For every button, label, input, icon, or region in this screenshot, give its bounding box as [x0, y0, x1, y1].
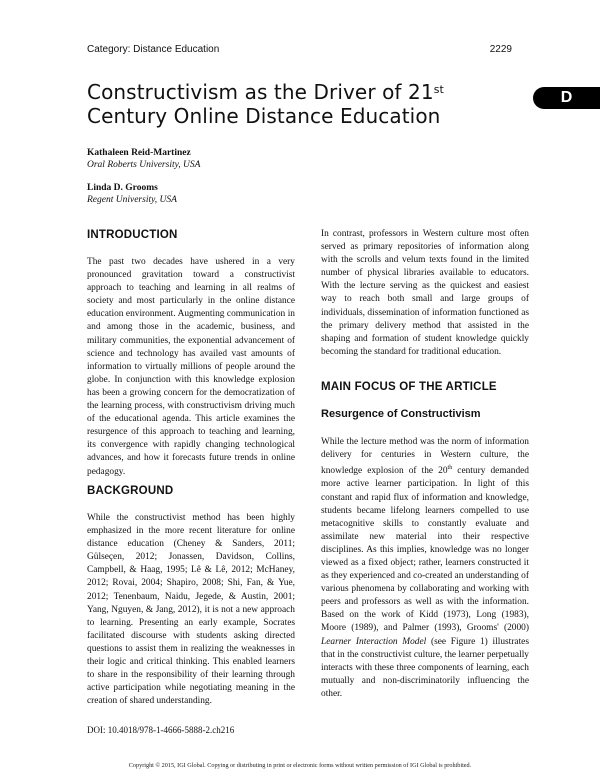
page-number: 2229	[489, 44, 512, 55]
section-heading-introduction: INTRODUCTION	[87, 229, 178, 241]
paragraph-text: (see Figure 1) illustrates that in the constructivist culture, the learner perpetually interacts with these three components of learning, each mutually and non-discriminatorily influencing the other.	[321, 636, 529, 699]
author-affiliation: Oral Roberts University, USA	[87, 160, 201, 170]
doi-line: DOI: 10.4018/978-1-4666-5888-2.ch216	[87, 725, 235, 735]
copyright-footer: Copyright © 2015, IGI Global. Copying or distributing in print or electronic forms without written permission of IGI Global is prohibited.	[128, 762, 472, 769]
title-line-1: Constructivism as the Driver of 21	[87, 80, 434, 104]
author-name: Kathaleen Reid-Martinez	[87, 148, 191, 158]
title-superscript: st	[433, 83, 444, 96]
superscript-text: th	[447, 465, 453, 472]
body-paragraph: In contrast, professors in Western culture most often served as primary repositories of information along with the scrolls and velum texts found in the limited number of physical libraries available to educators. With the lecture serving as the quickest and easiest way to reach both small and large groups of individuals, dissemination of information functioned as the primary delivery method that assisted in the shaping and formation of student knowledge quickly becoming the standard for traditional education.	[321, 229, 529, 357]
subsection-heading-resurgence: Resurgence of Constructivism	[321, 408, 481, 420]
section-letter-tab: D	[533, 87, 600, 109]
author-name: Linda D. Grooms	[87, 183, 158, 193]
title-line-2: Century Online Distance Education	[87, 104, 441, 128]
model-name-italic: Learner Interaction Model	[321, 636, 427, 647]
section-heading-background: BACKGROUND	[87, 485, 174, 497]
author-affiliation: Regent University, USA	[87, 195, 177, 205]
running-header-category: Category: Distance Education	[87, 44, 220, 55]
introduction-paragraph: The past two decades have ushered in a very pronounced gravitation toward a constructivist approach to teaching and learning in all realms of society and most particularly in the online distance education environment. Augmenting communication in and among those in the academic, business, and military communities, the exponential advancement of science and technology has availed vast amounts of information to virtually millions of people around the globe. In conjunction with this knowledge explosion has been a growing concern for the democratization of the learning process, with constructivism driving much of the educational agenda. This article examines the resurgence of this approach to teaching and learning, its convergence with rapidly changing technological advances, and how it forecasts future trends in online pedagogy.	[87, 257, 295, 477]
paragraph-text: While the lecture method was the norm of information delivery for centuries in Western culture, the knowledge explosion of the 20	[321, 437, 529, 477]
background-paragraph: While the constructivist method has been highly emphasized in the more recent literature for online distance education (Cheney & Sanders, 2011; Gülseçen, 2012; Jonassen, Davidson, Collins, Campbell, & Haag, 1995; Lê & Lê, 2012; McHaney, 2012; Rovai, 2004; Shapiro, 2008; Shi, Fan, & Yue, 2012; Tenenbaum, Naidu, Jegede, & Austin, 2001; Yang, Nguyen, & Jang, 2012), it is not a new approach to learning. Presenting an early example, Socrates facilitated discourse with students asking directed questions to assist them in realizing the weaknesses in their logic and critical thinking. This enabled learners to share in the responsibility of their learning through active participation while negotiating meaning in the creation of shared understanding.	[87, 513, 295, 707]
paragraph-text: century demanded more active learner participation. In light of this constant and rapid flux of information and knowledge, students became lifelong learners compelled to use metacognitive skills to constantly evaluate and assimilate new material into their respective disciplines. As this implies, knowledge was no longer viewed as a fixed object; rather, learners constructed it as they experienced and co-created an understanding of various phenomena by collaborating and working with peers and professors as well as with the information. Based on the work of Kidd (1973), Long (1983), Moore (1989), and Palmer (1993), Grooms' (2000)	[321, 466, 529, 634]
body-paragraph	[321, 436, 529, 701]
article-title	[87, 80, 507, 128]
section-heading-main-focus: MAIN FOCUS OF THE ARTICLE	[321, 381, 497, 393]
